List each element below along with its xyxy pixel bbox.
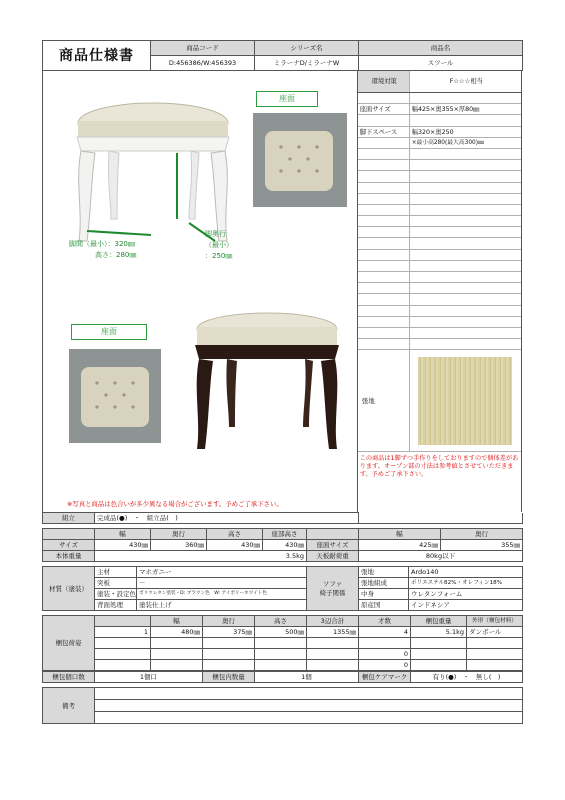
blank-row — [358, 339, 521, 350]
spec-env-row — [358, 71, 521, 93]
main-body — [42, 71, 522, 512]
blank-row — [358, 149, 521, 160]
blank-row — [358, 227, 521, 238]
material-key: 塗装・設定色 — [95, 589, 137, 600]
pack-header-sai: 才数 — [359, 616, 411, 627]
assembly-table — [42, 512, 523, 524]
load-value: 80kg以下 — [359, 551, 523, 562]
sofa-label — [307, 567, 359, 611]
pack-header-width: 幅 — [151, 616, 203, 627]
blank-row — [358, 183, 521, 194]
blank-row — [358, 250, 521, 261]
spec-seat-size-row — [358, 104, 521, 115]
env-label: 環境対策 — [358, 71, 410, 92]
header-table — [42, 40, 523, 71]
material-value: ポリウレタン塗装・D: ブラウン色 W: アイボリーホワイト色 — [137, 589, 307, 600]
product-name-value: スツール — [359, 56, 523, 71]
blank-row — [358, 216, 521, 227]
remarks-label: 備考 — [43, 688, 95, 724]
color-caution-note: ※写真と商品は色合いが多少異なる場合がございます。予めご了承下さい。 — [67, 500, 283, 508]
blank-row — [358, 160, 521, 171]
blank-row — [358, 328, 521, 339]
leg-depth-label: 脚奥行 — [205, 230, 226, 238]
sofa-key: 中身 — [359, 589, 409, 600]
weight-value: 3.5kg — [95, 551, 307, 562]
fabric-row — [358, 350, 521, 452]
size-header-seat-height: 座部高さ — [263, 529, 307, 540]
seat-size-label-2: 座面サイズ — [307, 540, 359, 551]
blank-row — [358, 115, 521, 126]
spec-leg-space-row — [358, 127, 521, 138]
remarks-line — [95, 700, 523, 712]
product-code-value: D:456386/W:456393 — [151, 56, 255, 71]
pack-care-label: 梱包ケアマーク — [359, 672, 411, 683]
pack-inner-value: 1個 — [255, 672, 359, 683]
weight-label: 本体重量 — [43, 551, 95, 562]
blank-row — [358, 294, 521, 305]
seat-detail-photo-1 — [253, 113, 347, 207]
size-table — [42, 528, 523, 562]
leg-gap-label: 脚間（最小）：320㎜ — [69, 240, 135, 248]
fabric-swatch — [418, 357, 512, 445]
leg-depth-min-label: （最小） — [205, 241, 233, 249]
photo-area — [43, 71, 358, 512]
seat-badge-1: 座面 — [256, 91, 318, 107]
seat-depth: 355㎜ — [441, 540, 523, 551]
blank-row — [358, 93, 521, 104]
seat-header-width: 幅 — [359, 529, 441, 540]
blank-row — [358, 205, 521, 216]
seat-detail-photo-2 — [69, 349, 161, 443]
material-key: 背面処理 — [95, 600, 137, 611]
sofa-value: Ardo140 — [409, 567, 523, 578]
pack-header-weight: 梱包重量 — [411, 616, 467, 627]
sofa-key: 原産国 — [359, 600, 409, 611]
height-label: 高さ：280㎜ — [95, 251, 137, 259]
material-value: － — [137, 578, 307, 589]
blank-row — [358, 306, 521, 317]
material-value: 塗装仕上げ — [137, 600, 307, 611]
blank-row — [358, 171, 521, 182]
size-header-height: 高さ — [207, 529, 263, 540]
seat-size-label: 座面サイズ — [358, 104, 410, 114]
pack-material: ダンボール — [467, 627, 523, 638]
product-name-label: 商品名 — [359, 41, 523, 56]
sofa-label-line-1: ソファ — [322, 579, 343, 588]
sofa-key: 張地組成 — [359, 578, 409, 589]
spec-sheet — [42, 40, 522, 724]
seat-badge-2: 座面 — [71, 324, 147, 340]
fabric-label: 張地 — [358, 350, 410, 451]
pack-header-sum: 3辺合計 — [307, 616, 359, 627]
pack-count: 1 — [95, 627, 151, 638]
size-depth: 360㎜ — [151, 540, 207, 551]
assembly-label: 組立 — [43, 513, 95, 524]
remarks-line — [95, 688, 523, 700]
product-code-label: 商品コード — [151, 41, 255, 56]
env-value: F☆☆☆相当 — [449, 78, 483, 85]
assembly-value: 完成品(●) ・ 組立品( ) — [95, 513, 359, 524]
material-table — [42, 566, 523, 611]
size-label: サイズ — [43, 540, 95, 551]
remarks-table — [42, 687, 523, 724]
handmade-note: この商品は1脚ずつ手作りをしておりますので個体差があります。オープン部の寸法は参考値とさせていただきます。予めご了承下さい。 — [359, 455, 519, 479]
pack-sai: 4 — [359, 627, 411, 638]
seat-size-value: 幅425×奥355×厚80㎜ — [411, 106, 480, 114]
sofa-label-line-2: 椅子関係 — [319, 588, 346, 597]
blank-row — [358, 317, 521, 328]
leg-space-label: 脚下スペース — [358, 127, 410, 137]
material-label: 材質（塗装） — [43, 567, 95, 611]
size-width: 430㎜ — [95, 540, 151, 551]
series-name-label: シリーズ名 — [255, 41, 359, 56]
pack-header-height: 高さ — [255, 616, 307, 627]
pack-sai-zero-2: 0 — [359, 660, 411, 671]
material-value: マホガニー — [137, 567, 307, 578]
pack-weight: 5.1kg — [411, 627, 467, 638]
leg-space-value-1: 幅320×奥250 — [411, 128, 454, 136]
tufted-seat-icon — [253, 113, 347, 207]
pack-count-value: 1個口 — [95, 672, 203, 683]
remarks-line — [95, 712, 523, 724]
pack-depth: 375㎜ — [203, 627, 255, 638]
white-stool-photo — [65, 91, 235, 251]
packing-label: 梱包荷姿 — [43, 616, 95, 671]
pack-header-material: 外形（梱包材料） — [467, 616, 523, 627]
packing-summary-table — [42, 671, 523, 683]
size-header-depth: 奥行 — [151, 529, 207, 540]
seat-header-depth: 奥行 — [441, 529, 523, 540]
spec-column — [358, 71, 521, 512]
pack-count-label: 梱包個口数 — [43, 672, 95, 683]
blank-row — [358, 261, 521, 272]
size-header-width: 幅 — [95, 529, 151, 540]
sofa-value: ウレタンフォーム — [409, 589, 523, 600]
material-key: 主材 — [95, 567, 137, 578]
packing-table — [42, 615, 523, 671]
pack-inner-label: 梱包内数量 — [203, 672, 255, 683]
leg-space-value-2: ×最小高280(最大高300)㎜ — [411, 139, 484, 146]
page-title: 商品仕様書 — [43, 41, 151, 71]
blank-row — [358, 272, 521, 283]
sofa-value: インドネシア — [409, 600, 523, 611]
series-name-value: ミラーナD/ミラーナW — [255, 56, 359, 71]
size-seat-height: 430㎜ — [263, 540, 307, 551]
pack-width: 480㎜ — [151, 627, 203, 638]
spec-leg-space-row-2 — [358, 138, 521, 149]
size-height: 430㎜ — [207, 540, 263, 551]
sofa-key: 張地 — [359, 567, 409, 578]
pack-care-value: 有り(●) ・ 無し( ) — [411, 672, 523, 683]
blank-row — [358, 194, 521, 205]
pack-sum: 1355㎜ — [307, 627, 359, 638]
pack-height: 500㎜ — [255, 627, 307, 638]
tufted-seat-icon — [69, 349, 161, 443]
seat-width: 425㎜ — [359, 540, 441, 551]
load-label: 天板耐荷重 — [307, 551, 359, 562]
blank-row — [358, 238, 521, 249]
pack-header-depth: 奥行 — [203, 616, 255, 627]
brown-stool-photo — [187, 309, 347, 459]
leg-depth-value-label: ：250㎜ — [205, 252, 233, 260]
blank-row — [358, 283, 521, 294]
sofa-value: ポリエステル82%・オレフィン18% — [409, 578, 523, 589]
pack-sai-zero-1: 0 — [359, 649, 411, 660]
material-key: 突板 — [95, 578, 137, 589]
